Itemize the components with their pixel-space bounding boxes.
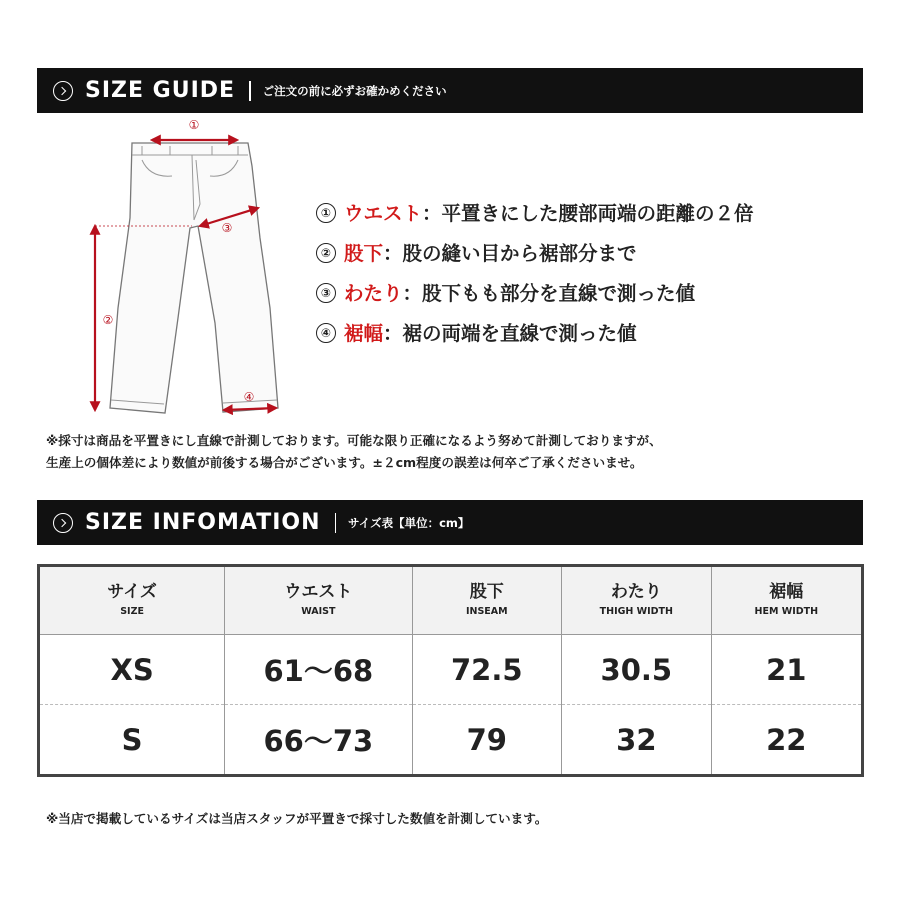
jeans-diagram: [80, 108, 290, 423]
cell-hem: 21: [711, 635, 862, 705]
column-header-thigh: [562, 566, 712, 635]
column-header-waist: [225, 566, 412, 635]
column-header-size: [39, 566, 225, 635]
cell-thigh: 32: [562, 705, 712, 776]
size-guide-header: [37, 68, 863, 113]
step-number: ③: [316, 283, 336, 303]
step-desc: ：平置きにした腰部両端の距離の２倍: [422, 202, 754, 225]
step-term: 裾幅: [344, 322, 384, 345]
header-ja: 裾幅: [769, 582, 804, 602]
jeans-outline: [110, 143, 278, 413]
column-header-inseam: [412, 566, 562, 635]
table-row: [39, 705, 863, 776]
marker-2: ②: [102, 313, 114, 327]
step-term: 股下: [344, 242, 384, 265]
size-table: [37, 564, 864, 777]
cell-size: S: [121, 722, 143, 757]
marker-3: ③: [221, 221, 233, 235]
header-ja: ウエスト: [284, 582, 353, 602]
chevron-right-icon: [53, 513, 73, 533]
cell-inseam: 72.5: [412, 635, 562, 705]
marker-4: ④: [243, 390, 255, 404]
cell-size: XS: [39, 635, 225, 705]
column-header-hem: [711, 566, 862, 635]
header-en: SIZE: [120, 606, 144, 617]
cell-inseam: 79: [412, 705, 562, 776]
header-ja: 股下: [469, 582, 504, 602]
header-en: THIGH WIDTH: [599, 606, 673, 617]
step-number: ②: [316, 243, 336, 263]
cell-thigh: 30.5: [562, 635, 712, 705]
step-number: ①: [316, 203, 336, 223]
step-term: わたり: [344, 282, 403, 305]
size-guide-subtitle: ご注文の前に必ずお確かめください: [262, 83, 447, 98]
step-desc: ：裾の両端を直線で測った値: [383, 322, 637, 345]
cell-waist: 66〜73: [225, 705, 412, 776]
table-row: [39, 635, 863, 705]
step-waist: [316, 198, 876, 238]
size-guide-title: SIZE GUIDE: [85, 78, 236, 103]
measurement-note-line1: ※採寸は商品を平置きにし直線で計測しております。可能な限り正確になるよう努めて計測しておりますが、: [46, 433, 662, 448]
size-info-header: [37, 500, 863, 545]
cell-hem: 22: [711, 705, 862, 776]
header-en: INSEAM: [465, 606, 508, 617]
step-desc: ：股の縫い目から裾部分まで: [383, 242, 637, 265]
header-ja: サイズ: [107, 582, 157, 602]
step-number: ④: [316, 323, 336, 343]
cell-waist: 61〜68: [225, 635, 412, 705]
divider: [249, 81, 251, 101]
header-en: HEM WIDTH: [754, 606, 819, 617]
step-thigh: [316, 278, 876, 318]
marker-1: ①: [188, 118, 200, 132]
divider: [335, 513, 337, 533]
footer-note: ※当店で掲載しているサイズは当店スタッフが平置きで採寸した数値を計測しています。: [46, 811, 548, 826]
chevron-right-icon: [53, 81, 73, 101]
measurement-steps: [316, 198, 876, 358]
header-en: WAIST: [301, 606, 336, 617]
step-inseam: [316, 238, 876, 278]
step-hem: [316, 318, 876, 358]
step-desc: ：股下もも部分を直線で測った値: [402, 282, 696, 305]
header-ja: わたり: [610, 582, 662, 602]
size-info-title: SIZE INFOMATION: [85, 510, 321, 535]
table-header-row: [39, 566, 863, 635]
measurement-note-line2: 生産上の個体差により数値が前後する場合がございます。±２cm程度の誤差は何卒ご了承くださいませ。: [46, 455, 643, 470]
step-term: ウエスト: [344, 202, 423, 225]
size-info-subtitle: サイズ表【単位：cm】: [348, 515, 470, 530]
